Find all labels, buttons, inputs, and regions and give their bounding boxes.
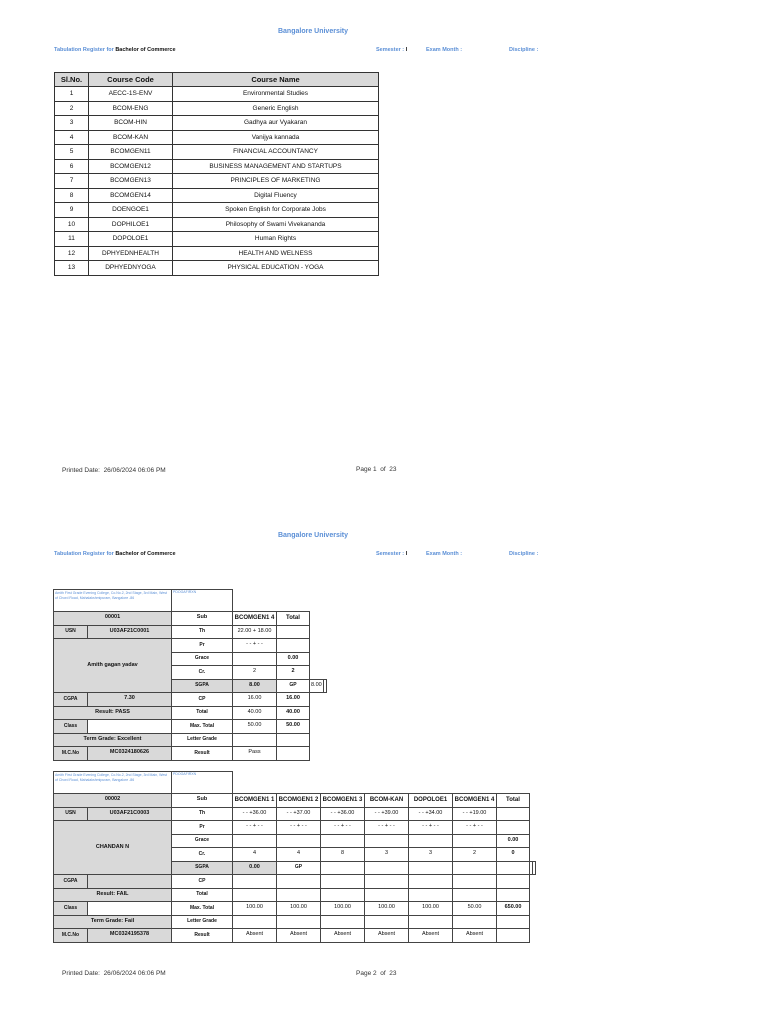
table-row xyxy=(54,794,536,808)
table-row xyxy=(54,875,536,889)
class-value xyxy=(88,720,172,734)
table-cell: 5 xyxy=(55,145,89,160)
table-cell: Environmental Studies xyxy=(173,87,379,102)
subject-value xyxy=(409,875,453,889)
table-row xyxy=(54,612,327,626)
subject-value: 100.00 xyxy=(365,902,409,916)
table-cell: Vanijya kannada xyxy=(173,130,379,145)
total-value xyxy=(277,747,310,761)
subject-code: BCOM-KAN xyxy=(365,794,409,808)
table-cell: 9 xyxy=(55,203,89,218)
subject-value xyxy=(453,875,497,889)
table-row xyxy=(54,821,536,835)
subject-value: Absent xyxy=(453,929,497,943)
table-row xyxy=(54,929,536,943)
table-cell: 6 xyxy=(55,159,89,174)
term-grade: Term Grade: Fail xyxy=(54,915,172,929)
table-cell: BCOM-ENG xyxy=(89,101,173,116)
subject-value: - - + - - xyxy=(277,821,321,835)
table-cell: AECC-1S-ENV xyxy=(89,87,173,102)
total-value: 40.00 xyxy=(277,706,310,720)
table-row xyxy=(54,888,536,902)
total-value xyxy=(497,807,530,821)
subject-value: - - + - - xyxy=(233,821,277,835)
table-row xyxy=(54,807,536,821)
column-header: Sl.No. xyxy=(55,73,89,87)
subject-value xyxy=(365,861,409,875)
table-cell: DOPHILOE1 xyxy=(89,217,173,232)
total-value: 2 xyxy=(277,666,310,680)
table-cell: 7 xyxy=(55,174,89,189)
printed-date: Printed Date: 26/06/2024 06:06 PM xyxy=(62,467,166,474)
subject-value xyxy=(453,861,497,875)
subject-value: Absent xyxy=(365,929,409,943)
class-label: Class xyxy=(54,902,88,916)
student-name: CHANDAN N xyxy=(54,821,172,875)
subject-value: 8.00 xyxy=(310,679,324,693)
table-row xyxy=(54,706,327,720)
subject-value: - - +34.00 xyxy=(409,807,453,821)
table-row xyxy=(55,130,379,145)
college-name: Amith First Grade Evening College, Co.No.2, 2nd Stage, 3rd Main, West of Chord Road, Mahalakshmipuram, Bangalore -86 xyxy=(54,772,172,794)
table-cell: BUSINESS MANAGEMENT AND STARTUPS xyxy=(173,159,379,174)
subject-value: 2 xyxy=(233,666,277,680)
table-row xyxy=(54,915,536,929)
subject-code: BCOMGEN1 1 xyxy=(233,794,277,808)
row-label: Max. Total xyxy=(172,720,233,734)
total-value xyxy=(497,929,530,943)
sgpa-value: 0.00 xyxy=(233,861,277,875)
mcno-value: MC0324180626 xyxy=(88,747,172,761)
table-row xyxy=(55,101,379,116)
cgpa-value xyxy=(88,875,172,889)
subject-value: 100.00 xyxy=(409,902,453,916)
class-label: Class xyxy=(54,720,88,734)
table-cell: Gadhya aur Vyakaran xyxy=(173,116,379,131)
subject-value: - - +39.00 xyxy=(365,807,409,821)
subject-value: 100.00 xyxy=(321,902,365,916)
subject-value: - - +19.00 xyxy=(453,807,497,821)
total-value: 0.00 xyxy=(277,652,310,666)
subject-value xyxy=(409,915,453,929)
usn-label: USN xyxy=(54,807,88,821)
row-label: GP xyxy=(277,861,321,875)
table-cell: 4 xyxy=(55,130,89,145)
university-title: Bangalore University xyxy=(277,28,349,35)
result-summary: Result: FAIL xyxy=(54,888,172,902)
subject-code: DOPOLOE1 xyxy=(409,794,453,808)
usn-value: U03AF21C0003 xyxy=(88,807,172,821)
subject-value xyxy=(365,915,409,929)
subject-value xyxy=(277,834,321,848)
column-header: Course Name xyxy=(173,73,379,87)
table-cell: FINANCIAL ACCOUNTANCY xyxy=(173,145,379,160)
table-cell: BCOM-KAN xyxy=(89,130,173,145)
table-row xyxy=(55,203,379,218)
usn-value: U03AF21C0001 xyxy=(88,625,172,639)
subject-value xyxy=(233,888,277,902)
subject-value xyxy=(277,915,321,929)
table-row xyxy=(55,261,379,276)
student-table xyxy=(53,771,536,943)
row-label: Letter Grade xyxy=(172,915,233,929)
blank-cell xyxy=(233,772,530,794)
page-2 xyxy=(0,504,768,1004)
subject-value xyxy=(365,888,409,902)
subject-value xyxy=(321,915,365,929)
total-value xyxy=(497,875,530,889)
course-table-body xyxy=(55,87,379,276)
cgpa-label: CGPA xyxy=(54,875,88,889)
row-label: Result xyxy=(172,747,233,761)
table-cell: Spoken English for Corporate Jobs xyxy=(173,203,379,218)
table-cell: 11 xyxy=(55,232,89,247)
table-row xyxy=(54,720,327,734)
total-value: 0 xyxy=(497,848,530,862)
subject-value xyxy=(365,875,409,889)
subject-value xyxy=(321,834,365,848)
table-row xyxy=(54,639,327,653)
subject-value xyxy=(233,875,277,889)
row-label: Letter Grade xyxy=(172,733,233,747)
sgpa-label: SGPA xyxy=(172,861,233,875)
tabulation-header: Tabulation Register for Bachelor of Commerce xyxy=(54,551,176,557)
subject-value: - - +36.00 xyxy=(321,807,365,821)
row-label: Cr. xyxy=(172,848,233,862)
table-row xyxy=(55,232,379,247)
row-label: Max. Total xyxy=(172,902,233,916)
table-cell: Human Rights xyxy=(173,232,379,247)
row-label: Th xyxy=(172,807,233,821)
total-value: 16.00 xyxy=(277,693,310,707)
subject-value xyxy=(321,875,365,889)
total-header: Total xyxy=(497,794,530,808)
subject-value: Absent xyxy=(277,929,321,943)
student-table xyxy=(53,589,327,761)
serial-number: 00001 xyxy=(54,612,172,626)
table-row xyxy=(55,145,379,160)
subject-value: 50.00 xyxy=(233,720,277,734)
row-label: GP xyxy=(277,679,310,693)
serial-number: 00002 xyxy=(54,794,172,808)
subject-value xyxy=(233,915,277,929)
subject-value: Absent xyxy=(321,929,365,943)
page-1 xyxy=(0,0,768,500)
discipline-header: Discipline : xyxy=(509,47,539,53)
subject-code: BCOMGEN1 2 xyxy=(277,794,321,808)
university-title: Bangalore University xyxy=(277,532,349,539)
total-value xyxy=(323,679,326,693)
table-row xyxy=(55,188,379,203)
subject-value xyxy=(409,861,453,875)
total-header: Total xyxy=(277,612,310,626)
total-value xyxy=(277,625,310,639)
table-cell: PRINCIPLES OF MARKETING xyxy=(173,174,379,189)
table-row xyxy=(54,902,536,916)
course-table-header xyxy=(55,73,379,87)
subject-value: - - + - - xyxy=(321,821,365,835)
subject-value: 2 xyxy=(453,848,497,862)
subject-value: 22.00 + 18.00 xyxy=(233,625,277,639)
row-label: CP xyxy=(172,693,233,707)
row-label: Sub xyxy=(172,794,233,808)
student-record xyxy=(53,771,536,943)
table-row xyxy=(54,590,327,612)
subject-value: - - +36.00 xyxy=(233,807,277,821)
table-row xyxy=(54,772,536,794)
table-cell: 1 xyxy=(55,87,89,102)
table-row xyxy=(55,87,379,102)
table-cell: Generic English xyxy=(173,101,379,116)
subject-value: - - + - - xyxy=(365,821,409,835)
subject-value: - - +37.00 xyxy=(277,807,321,821)
course-table xyxy=(54,72,379,276)
subject-code: BCOMGEN1 4 xyxy=(233,612,277,626)
subject-value: 16.00 xyxy=(233,693,277,707)
result-summary: Result: PASS xyxy=(54,706,172,720)
blank-cell xyxy=(233,590,310,612)
discipline-header: Discipline : xyxy=(509,551,539,557)
total-value xyxy=(497,888,530,902)
subject-value: 100.00 xyxy=(277,902,321,916)
subject-value: - - + - - xyxy=(233,639,277,653)
table-cell: 8 xyxy=(55,188,89,203)
subject-value: 100.00 xyxy=(233,902,277,916)
sgpa-label: SGPA xyxy=(172,679,233,693)
row-label: Cr. xyxy=(172,666,233,680)
table-row xyxy=(54,747,327,761)
table-cell: DOENGOE1 xyxy=(89,203,173,218)
cgpa-value: 7.30 xyxy=(88,693,172,707)
exam-month-header: Exam Month : xyxy=(426,47,463,53)
college-name: Amith First Grade Evening College, Co.No.2, 2nd Stage, 3rd Main, West of Chord Road, Mahalakshmipuram, Bangalore -86 xyxy=(54,590,172,612)
subject-value: - - + - - xyxy=(453,821,497,835)
total-value xyxy=(277,639,310,653)
program-code: PDOGAFIRXN xyxy=(172,590,233,612)
row-label: Result xyxy=(172,929,233,943)
program-code: PDOGAFIRXN xyxy=(172,772,233,794)
total-value xyxy=(533,861,536,875)
exam-month-header: Exam Month : xyxy=(426,551,463,557)
table-row xyxy=(55,174,379,189)
tabulation-header: Tabulation Register for Bachelor of Commerce xyxy=(54,47,176,53)
subject-value: Absent xyxy=(233,929,277,943)
subject-value: Absent xyxy=(409,929,453,943)
subject-value: 50.00 xyxy=(453,902,497,916)
table-cell: BCOMGEN12 xyxy=(89,159,173,174)
row-label: Sub xyxy=(172,612,233,626)
table-cell: HEALTH AND WELNESS xyxy=(173,246,379,261)
total-value xyxy=(497,915,530,929)
class-value xyxy=(88,902,172,916)
table-row xyxy=(55,116,379,131)
page-number: Page 2 of 23 xyxy=(356,970,397,977)
subject-value: 4 xyxy=(277,848,321,862)
table-row xyxy=(55,246,379,261)
row-label: Th xyxy=(172,625,233,639)
subject-code: BCOMGEN1 4 xyxy=(453,794,497,808)
total-value xyxy=(277,733,310,747)
row-label: Total xyxy=(172,706,233,720)
subject-value xyxy=(277,875,321,889)
semester-header: Semester : I xyxy=(376,551,408,557)
subject-value xyxy=(277,888,321,902)
table-cell: 10 xyxy=(55,217,89,232)
subject-value xyxy=(453,834,497,848)
subject-value xyxy=(233,733,277,747)
sgpa-value: 8.00 xyxy=(233,679,277,693)
table-row xyxy=(55,217,379,232)
mcno-value: MC0324195378 xyxy=(88,929,172,943)
table-cell: 3 xyxy=(55,116,89,131)
subject-value xyxy=(233,652,277,666)
usn-label: USN xyxy=(54,625,88,639)
semester-header: Semester : I xyxy=(376,47,408,53)
row-label: Grace xyxy=(172,834,233,848)
term-grade: Term Grade: Excellent xyxy=(54,733,172,747)
subject-code: BCOMGEN1 3 xyxy=(321,794,365,808)
table-row xyxy=(54,625,327,639)
subject-value xyxy=(453,915,497,929)
table-cell: 2 xyxy=(55,101,89,116)
mcno-label: M.C.No xyxy=(54,929,88,943)
printed-date: Printed Date: 26/06/2024 06:06 PM xyxy=(62,970,166,977)
subject-value: 4 xyxy=(233,848,277,862)
total-value: 50.00 xyxy=(277,720,310,734)
subject-value xyxy=(321,888,365,902)
table-row xyxy=(54,733,327,747)
row-label: Grace xyxy=(172,652,233,666)
table-cell: DPHYEDNHEALTH xyxy=(89,246,173,261)
table-cell: BCOMGEN11 xyxy=(89,145,173,160)
total-value: 650.00 xyxy=(497,902,530,916)
subject-value xyxy=(497,861,530,875)
total-value: 0.00 xyxy=(497,834,530,848)
subject-value: 3 xyxy=(365,848,409,862)
table-cell: DPHYEDNYOGA xyxy=(89,261,173,276)
subject-value: - - + - - xyxy=(409,821,453,835)
student-record xyxy=(53,589,327,761)
subject-value xyxy=(365,834,409,848)
table-row xyxy=(54,693,327,707)
row-label: Total xyxy=(172,888,233,902)
total-value xyxy=(497,821,530,835)
table-cell: 13 xyxy=(55,261,89,276)
table-cell: PHYSICAL EDUCATION - YOGA xyxy=(173,261,379,276)
subject-value xyxy=(321,861,365,875)
subject-value: Pass xyxy=(233,747,277,761)
subject-value: 40.00 xyxy=(233,706,277,720)
subject-value xyxy=(453,888,497,902)
table-cell: 12 xyxy=(55,246,89,261)
page-number: Page 1 of 23 xyxy=(356,466,397,473)
cgpa-label: CGPA xyxy=(54,693,88,707)
row-label: CP xyxy=(172,875,233,889)
table-cell: BCOMGEN14 xyxy=(89,188,173,203)
table-cell: Digital Fluency xyxy=(173,188,379,203)
table-cell: BCOMGEN13 xyxy=(89,174,173,189)
subject-value: 3 xyxy=(409,848,453,862)
row-label: Pr xyxy=(172,821,233,835)
table-cell: DOPOLOE1 xyxy=(89,232,173,247)
subject-value xyxy=(409,834,453,848)
table-cell: BCOM-HIN xyxy=(89,116,173,131)
subject-value xyxy=(409,888,453,902)
student-name: Amith gagan yadav xyxy=(54,639,172,693)
mcno-label: M.C.No xyxy=(54,747,88,761)
table-row xyxy=(55,159,379,174)
subject-value xyxy=(233,834,277,848)
subject-value: 8 xyxy=(321,848,365,862)
table-cell: Philosophy of Swami Vivekananda xyxy=(173,217,379,232)
column-header: Course Code xyxy=(89,73,173,87)
row-label: Pr xyxy=(172,639,233,653)
